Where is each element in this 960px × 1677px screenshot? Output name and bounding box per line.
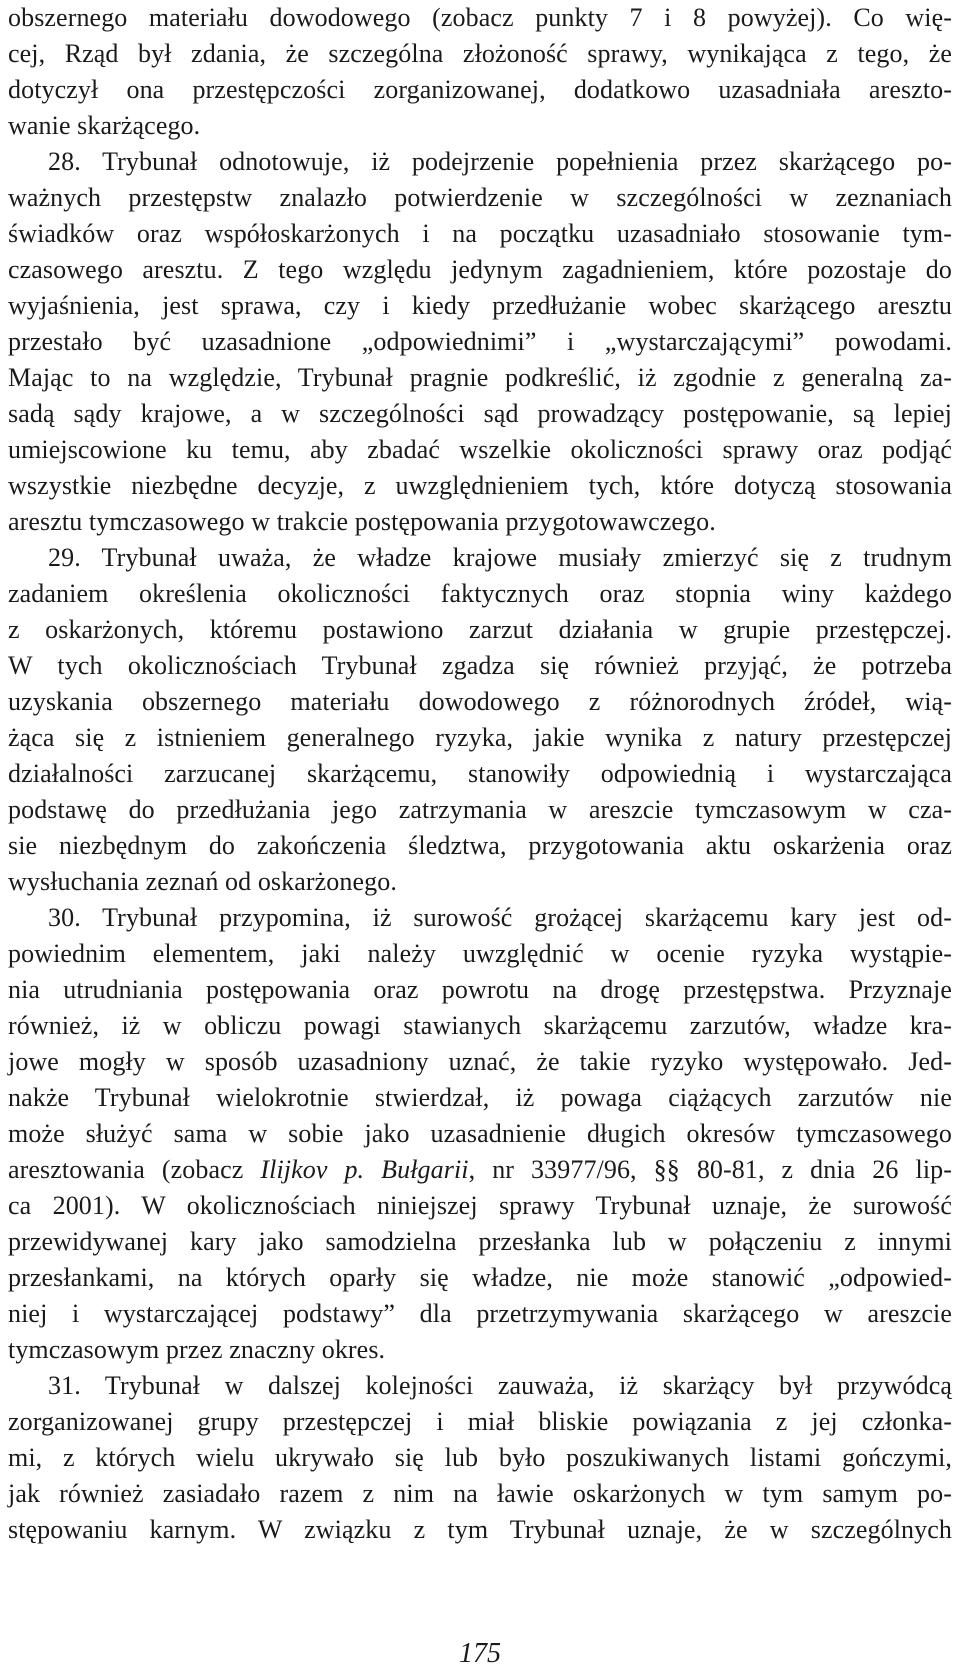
text-line: sadą sądy krajowe, a w szczególności sąd prowadzący postępowanie, są lepiej bbox=[8, 399, 952, 428]
text-line: nakże Trybunał wielokrotnie stwierdzał, iż powaga ciążących zarzutów nie bbox=[8, 1083, 952, 1112]
case-name-citation: Ilijkov p. Bułgarii bbox=[260, 1155, 469, 1184]
text-line: wysłuchania zeznań od oskarżonego. bbox=[8, 867, 397, 896]
text-line: podstawę do przedłużania jego zatrzymania w areszcie tymczasowym w cza- bbox=[8, 795, 952, 824]
citation-tail-text: , nr 33977/96, §§ 80-81, z dnia 26 lip- bbox=[468, 1155, 952, 1184]
text-line: przewidywanej kary jako samodzielna przesłanka lub w połączeniu z innymi bbox=[8, 1227, 952, 1256]
page-number: 175 bbox=[459, 1638, 501, 1669]
text-line: mi, z których wielu ukrywało się lub było poszukiwanych listami gończymi, bbox=[8, 1443, 952, 1472]
paragraph-28-first-line: 28. Trybunał odnotowuje, iż podejrzenie popełnienia przez skarżącego po- bbox=[48, 147, 952, 176]
text-line: wyjaśnienia, jest sprawa, czy i kiedy przedłużanie wobec skarżącego aresztu bbox=[8, 291, 952, 320]
text-line: dotyczył ona przestępczości zorganizowanej, dodatkowo uzasadniała areszto- bbox=[8, 75, 952, 104]
text-line: cej, Rząd był zdania, że szczególna złożoność sprawy, wynikająca z tego, że bbox=[8, 39, 952, 68]
text-line: nia utrudniania postępowania oraz powrotu na drogę przestępstwa. Przyznaje bbox=[8, 975, 952, 1004]
text-line: umiejscowione ku temu, aby zbadać wszelkie okoliczności sprawy oraz podjąć bbox=[8, 435, 952, 464]
paragraph-30-first-line: 30. Trybunał przypomina, iż surowość grożącej skarżącemu kary jest od- bbox=[48, 903, 952, 932]
text-line: Mając to na względzie, Trybunał pragnie podkreślić, iż zgodnie z generalną za- bbox=[8, 363, 952, 392]
text-line: powiednim elementem, jaki należy uwzględnić w ocenie ryzyka wystąpie- bbox=[8, 939, 952, 968]
text-line: zorganizowanej grupy przestępczej i miał bliskie powiązania z jej członka- bbox=[8, 1407, 952, 1436]
text-line: przestało być uzasadnione „odpowiednimi” i „wystarczającymi” powodami. bbox=[8, 327, 952, 356]
text-line: może służyć sama w sobie jako uzasadnienie długich okresów tymczasowego bbox=[8, 1119, 952, 1148]
text-line: obszernego materiału dowodowego (zobacz punkty 7 i 8 powyżej). Co wię- bbox=[8, 3, 952, 32]
text-line: stępowaniu karnym. W związku z tym Trybunał uznaje, że w szczególnych bbox=[8, 1515, 952, 1544]
text-line: niej i wystarczającej podstawy” dla przetrzymywania skarżącego w areszcie bbox=[8, 1299, 952, 1328]
paragraph-31-first-line: 31. Trybunał w dalszej kolejności zauważa, iż skarżący był przywódcą bbox=[48, 1371, 952, 1400]
text-line-with-citation bbox=[8, 1152, 952, 1188]
text-line: zadaniem określenia okoliczności faktycznych oraz stopnia winy każdego bbox=[8, 579, 952, 608]
text-line: wanie skarżącego. bbox=[8, 111, 201, 140]
text-line: wszystkie niezbędne decyzje, z uwzględnieniem tych, które dotyczą stosowania bbox=[8, 471, 952, 500]
text-line: również, iż w obliczu powagi stawianych skarżącemu zarzutów, władze kra- bbox=[8, 1011, 952, 1040]
text-line: uzyskania obszernego materiału dowodowego z różnorodnych źródeł, wią- bbox=[8, 687, 952, 716]
text-line: W tych okolicznościach Trybunał zgadza się również przyjąć, że potrzeba bbox=[8, 651, 952, 680]
text-line: ważnych przestępstw znalazło potwierdzenie w szczególności w zeznaniach bbox=[8, 183, 952, 212]
text-line: sie niezbędnym do zakończenia śledztwa, przygotowania aktu oskarżenia oraz bbox=[8, 831, 952, 860]
text-line: tymczasowym przez znaczny okres. bbox=[8, 1335, 386, 1364]
text-line: przesłankami, na których oparły się władze, nie może stanowić „odpowied- bbox=[8, 1263, 952, 1292]
text-line: ca 2001). W okolicznościach niniejszej sprawy Trybunał uznaje, że surowość bbox=[8, 1191, 952, 1220]
text-line: żąca się z istnieniem generalnego ryzyka, jakie wynika z natury przestępczej bbox=[8, 723, 952, 752]
citation-lead-text: aresztowania (zobacz bbox=[8, 1155, 261, 1184]
text-line: działalności zarzucanej skarżącemu, stanowiły odpowiednią i wystarczająca bbox=[8, 759, 952, 788]
paragraph-29-first-line: 29. Trybunał uważa, że władze krajowe musiały zmierzyć się z trudnym bbox=[48, 543, 952, 572]
text-line: czasowego aresztu. Z tego względu jedynym zagadnieniem, które pozostaje do bbox=[8, 255, 952, 284]
text-line: jowe mogły w sposób uzasadniony uznać, że takie ryzyko występowało. Jed- bbox=[8, 1047, 952, 1076]
text-line: z oskarżonych, któremu postawiono zarzut działania w grupie przestępczej. bbox=[8, 615, 952, 644]
text-line: jak również zasiadało razem z nim na ławie oskarżonych w tym samym po- bbox=[8, 1479, 952, 1508]
text-line: aresztu tymczasowego w trakcie postępowania przygotowawczego. bbox=[8, 507, 716, 536]
text-line: świadków oraz współoskarżonych i na początku uzasadniało stosowanie tym- bbox=[8, 219, 952, 248]
